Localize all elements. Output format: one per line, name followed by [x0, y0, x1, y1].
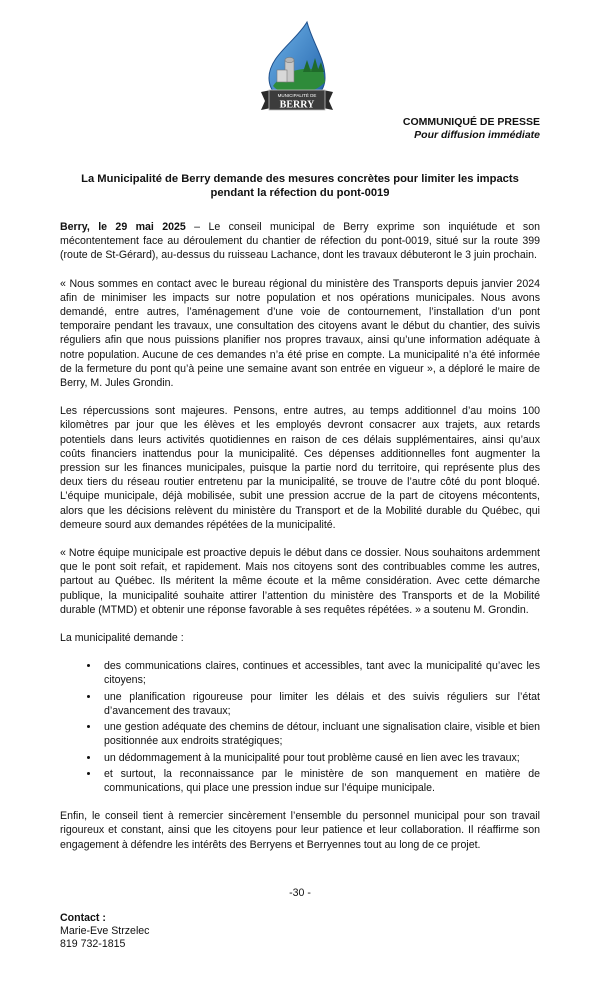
logo-banner-name-text: BERRY [279, 99, 315, 111]
release-body [60, 220, 540, 866]
contact-phone: 819 732-1815 [60, 938, 126, 950]
headline: La Municipalité de Berry demande des mesures concrètes pour limiter les impacts pendant la réfection du pont-0019 [81, 173, 519, 199]
paragraph-4: La municipalité demande : [60, 632, 184, 645]
list-item: • une gestion adéquate des chemins de détour, incluant une signalisation claire, visible et bien positionnée aux endroits stratégiques; [100, 720, 540, 748]
contact-name: Marie-Eve Strzelec [60, 925, 150, 937]
contact-block [60, 912, 149, 951]
demands-list [60, 659, 540, 795]
list-item: • une planification rigoureuse pour limiter les délais et des suivis réguliers sur l’état d’avancement des travaux; [100, 690, 540, 718]
intro-paragraph [60, 220, 540, 263]
logo-banner-small-text: MUNICIPALITÉ DE [277, 93, 317, 98]
immediate-release-label: Pour diffusion immédiate [414, 129, 540, 141]
barn-shape [277, 70, 287, 82]
paragraph-2: Les répercussions sont majeures. Pensons, entre autres, au temps additionnel d’au moins 100 kilomètres par jour que les élèves et les employés devront consacrer aux trajets, aux retards potentiels dans leurs activités quotidiennes en raison de ces délais supplémentaires, ainsi qu’aux coûts financiers inattendus pour la municipalité. Ces dépenses additionnelles font augmenter la pression sur les finances municipales, puisque la partie nord du territoire, qui représente plus des deux tiers du réseau routier entretenu par la municipalité, se trouve de l’autre côté du pont bloqué. L’équipe municipale, déjà mobilisée, subit une pression accrue de la part de citoyens mécontents, alors que les décisions relèvent du ministère du Transport et de la Mobilité durable du Québec, qui demeure sourd aux demandes répétées de la municipalité. [60, 405, 540, 531]
contact-label: Contact : [60, 912, 106, 924]
dateline: Berry, le 29 mai 2025 [60, 221, 186, 233]
press-release-header [403, 116, 540, 142]
end-marker: -30 - [289, 887, 311, 899]
paragraph-3: « Notre équipe municipale est proactive depuis le début dans ce dossier. Nous souhaitons ardemment que le pont soit refait, et rapidement. Mais nos citoyens sont des contribuables comme les autres, partout au Québec. Ils méritent la même écoute et la même considération. Avec cette démarche publique, la municipalité souhaite attirer l’attention du ministère des Transports et de la Mobilité durable (MTMD) et obtenir une réponse favorable à ses requêtes répétées. » a soutenu M. Grondin. [60, 547, 540, 616]
paragraph-1: « Nous sommes en contact avec le bureau régional du ministère des Transports depuis janvier 2024 afin de minimiser les impacts sur notre population et nos opérations municipales. Nous avons demandé, entre autres, l’aménagement d’une voie de contournement, l’installation d’un pont temporaire pendant les travaux, une consultation des citoyens avant le début du chantier, des suivis réguliers afin que nous puissions planifier nos propres travaux, ainsi qu’une information adéquate à notre population. Aucune de ces demandes n’a été prise en compte. La municipalité n’a été informée de la fermeture du pont qu’à peine une semaine avant son entrée en vigueur », a déploré le maire de Berry, M. Jules Grondin. [60, 277, 540, 390]
list-item: • des communications claires, continues et accessibles, tant avec la municipalité qu’avec les citoyens; [100, 659, 540, 687]
press-release-label: COMMUNIQUÉ DE PRESSE [402, 116, 540, 128]
berry-municipality-logo [255, 20, 339, 116]
list-item: • un dédommagement à la municipalité pour tout problème causé en lien avec les travaux; [100, 751, 540, 765]
paragraph-5: Enfin, le conseil tient à remercier sincèrement l’ensemble du personnel municipal pour son travail rigoureux et constant, ainsi que les citoyens pour leur patience et leur collaboration. Il réaffirme son engagement à défendre les intérêts des Berryens et Berryennes tout au long de ce projet. [60, 810, 540, 851]
intro-text: – Le conseil municipal de Berry exprime son inquiétude et son mécontentement face au déroulement du chantier de réfection du pont-0019, situé sur la route 399 (route de St-Gérard), au-dessus du ruisseau Lachance, dont les travaux débuteront le 3 juin prochain. [60, 221, 541, 262]
list-item: • et surtout, la reconnaissance par le ministère de son manquement en matière de communications, qui place une pression indue sur l’équipe municipale. [100, 767, 540, 795]
